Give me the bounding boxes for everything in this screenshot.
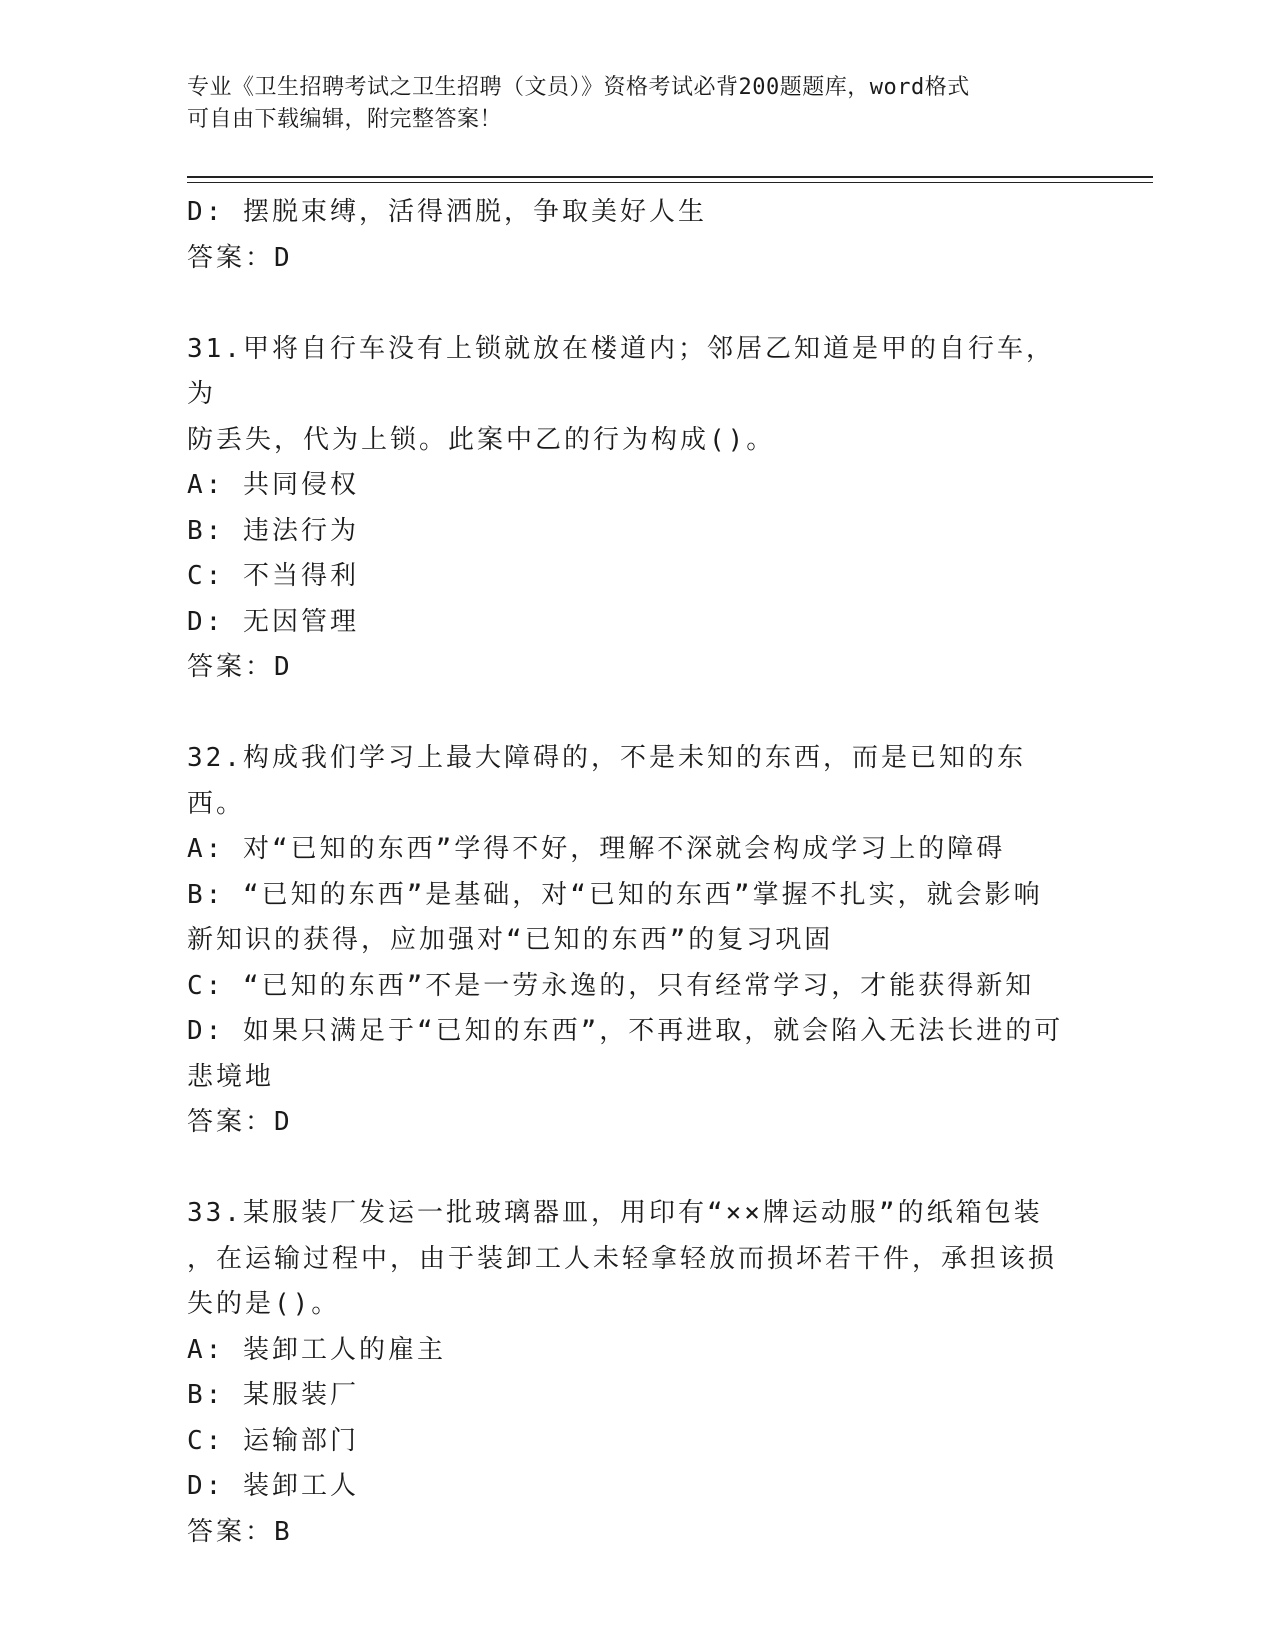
question-block-32	[187, 736, 1067, 1146]
option-d: D: 无因管理	[187, 606, 359, 637]
question-stem: 31.甲将自行车没有上锁就放在楼道内；邻居乙知道是甲的自行车，为	[187, 333, 1055, 409]
answer-line: 答案：D	[187, 652, 293, 682]
question-block-previous	[187, 190, 1067, 281]
question-stem: 33.某服装厂发运一批玻璃器皿，用印有“××牌运动服”的纸箱包装	[187, 1198, 1043, 1228]
answer-line: 答案：D	[187, 1107, 293, 1137]
header-line-1: 专业《卫生招聘考试之卫生招聘（文员）》资格考试必背200题题库，word格式	[187, 75, 970, 100]
option-c: C: 不当得利	[187, 561, 359, 591]
option-a: A: 装卸工人的雇主	[187, 1334, 446, 1365]
option-d: D: 摆脱束缚，活得洒脱，争取美好人生	[187, 197, 707, 227]
option-a: A: 对“已知的东西”学得不好，理解不深就会构成学习上的障碍	[187, 834, 1006, 864]
option-a: A: 共同侵权	[187, 470, 359, 500]
spacer	[187, 1146, 1067, 1192]
option-b: B: “已知的东西”是基础，对“已知的东西”掌握不扎实，就会影响	[187, 879, 1043, 910]
spacer	[187, 691, 1067, 737]
question-stem: 32.构成我们学习上最大障碍的，不是未知的东西，而是已知的东西。	[187, 743, 1026, 819]
question-stem: 失的是()。	[187, 1289, 341, 1319]
answer-line: 答案：B	[187, 1516, 293, 1547]
document-header	[187, 72, 1067, 136]
option-c: C: “已知的东西”不是一劳永逸的，只有经常学习，才能获得新知	[187, 970, 1035, 1001]
question-stem: 防丢失，代为上锁。此案中乙的行为构成()。	[187, 424, 776, 455]
question-stem: ，在运输过程中，由于装卸工人未轻拿轻放而损坏若干件，承担该损	[187, 1243, 1058, 1274]
option-b-continued: 新知识的获得，应加强对“已知的东西”的复习巩固	[187, 925, 834, 955]
option-b: B: 某服装厂	[187, 1380, 359, 1410]
header-divider-thin	[187, 182, 1153, 183]
header-line-2: 可自由下载编辑，附完整答案！	[187, 107, 503, 132]
question-block-33	[187, 1191, 1067, 1555]
option-d: D: 如果只满足于“已知的东西”，不再进取，就会陷入无法长进的可	[187, 1016, 1064, 1046]
spacer	[187, 281, 1067, 327]
header-divider-thick	[187, 176, 1153, 178]
question-block-31	[187, 327, 1067, 691]
option-d-continued: 悲境地	[187, 1061, 275, 1092]
option-d: D: 装卸工人	[187, 1471, 359, 1501]
option-b: B: 违法行为	[187, 515, 359, 546]
answer-line: 答案：D	[187, 242, 293, 273]
option-c: C: 运输部门	[187, 1425, 359, 1456]
question-list	[187, 190, 1067, 1555]
